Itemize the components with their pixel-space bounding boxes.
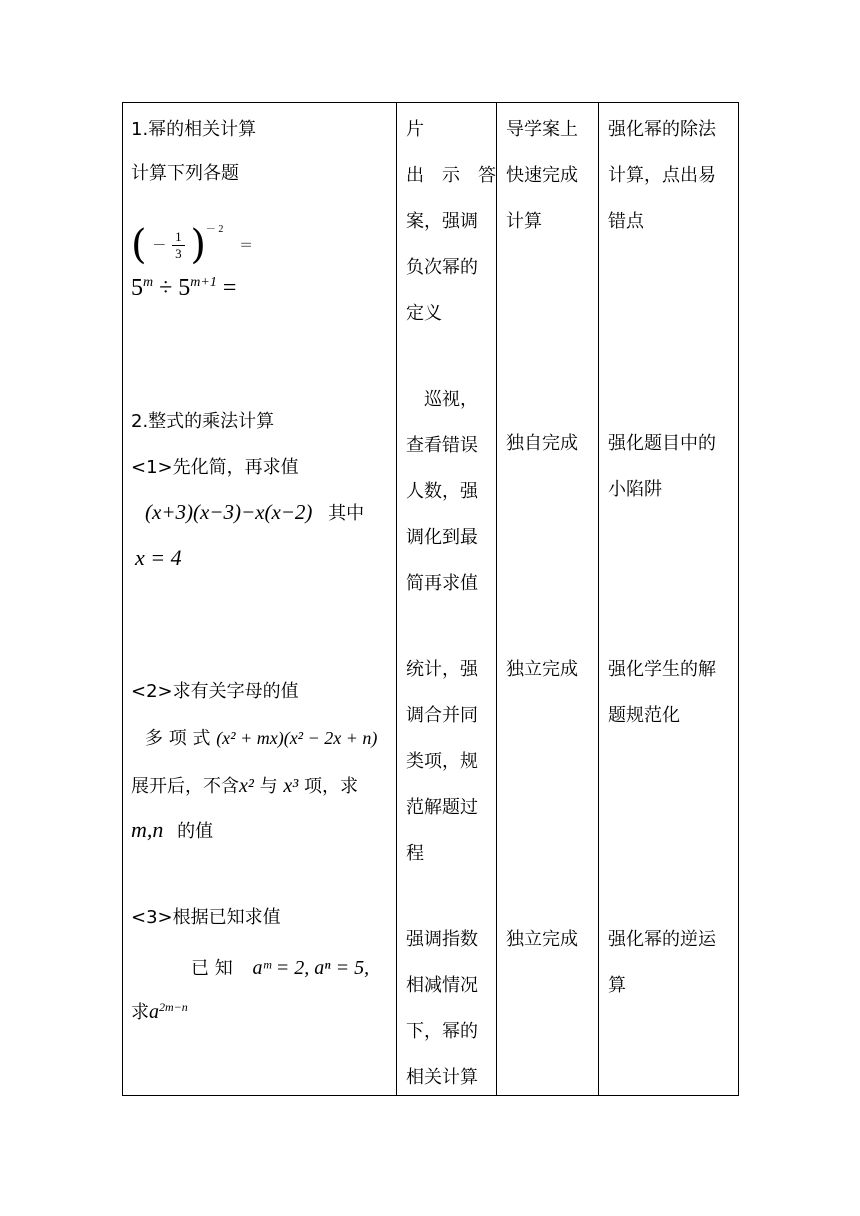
design-intent-column	[599, 103, 739, 1096]
base: 5	[178, 275, 191, 301]
equals-sign: =	[222, 275, 237, 301]
fraction-numerator: 1	[172, 229, 185, 246]
section-1-title: 1.幂的相关计算	[131, 119, 257, 140]
subquestion-3-heading: <3>根据已知求值	[131, 907, 281, 928]
text-line: 人数，强	[406, 481, 478, 502]
equals-sign: ＝	[239, 239, 254, 254]
subquestion-1-heading: <1>先化简，再求值	[131, 457, 299, 478]
design-intent-3	[608, 647, 716, 739]
known-lead: 已 知	[191, 958, 233, 979]
x-squared: x²	[239, 775, 254, 797]
divide-sign: ÷	[159, 275, 173, 301]
text-line: 计算	[506, 211, 542, 232]
polynomial-lead: 多 项 式	[145, 728, 211, 749]
text-line: 定义	[406, 303, 442, 324]
simplify-expression-line	[145, 489, 364, 537]
teacher-activity-4	[406, 917, 478, 1101]
text-line: 类项，规	[406, 751, 478, 772]
subquestion-2-heading: <2>求有关字母的值	[131, 681, 299, 702]
text-line: 强化幂的除法	[608, 119, 716, 140]
seek-line	[131, 989, 188, 1036]
text-line: 范解题过	[406, 797, 478, 818]
text-line: 下，幂的	[406, 1021, 478, 1042]
seek-text: 求	[131, 1002, 149, 1023]
text-line: 计算，点出易	[608, 165, 716, 186]
exponent: m	[143, 275, 154, 290]
minus-sign: －	[152, 239, 167, 254]
student-activity-1	[506, 107, 578, 245]
design-intent-4	[608, 917, 716, 1009]
text-line: 强调指数	[406, 929, 478, 950]
base: 5	[131, 275, 143, 301]
m-n-variables: m,n	[131, 817, 164, 842]
text-line: 案，强调	[406, 211, 478, 232]
text-line: 调合并同	[406, 705, 478, 726]
x-cubed: x³	[283, 775, 299, 797]
content-column	[123, 103, 397, 1096]
section-2-title: 2.整式的乘法计算	[131, 411, 275, 432]
design-intent-2	[608, 421, 716, 513]
text-line: 简再求值	[406, 573, 478, 594]
text-line: 查看错误	[406, 435, 478, 456]
known-condition-line	[191, 945, 369, 992]
expression-power-division	[131, 265, 236, 311]
left-paren: (	[131, 222, 147, 268]
text-line: 强化题目中的	[608, 433, 716, 454]
polynomial-ask-line	[131, 807, 213, 855]
text-line: 相关计算	[406, 1067, 478, 1088]
design-intent-1	[608, 107, 716, 245]
teacher-activity-1	[406, 107, 496, 337]
text-line: 算	[608, 975, 626, 996]
polynomial-line	[145, 715, 377, 762]
seek-exponent: 2m−n	[159, 1000, 188, 1014]
text-line: 片	[406, 119, 424, 140]
student-activity-4	[506, 917, 578, 963]
exponent: － 2	[205, 224, 224, 235]
text-line: 独立完成	[506, 929, 578, 950]
student-activity-column	[497, 103, 599, 1096]
and-text: 与	[259, 776, 278, 797]
text-line: 独立完成	[506, 659, 578, 680]
known-expression: aᵐ = 2, aⁿ = 5,	[252, 957, 370, 979]
exponent: m+1	[190, 275, 217, 290]
teacher-activity-column	[397, 103, 497, 1096]
polynomial-expression: (x² + mx)(x² − 2x + n)	[216, 728, 378, 748]
polynomial-condition-line	[131, 763, 358, 810]
student-activity-3	[506, 647, 578, 693]
simplify-expression: (x+3)(x−3)−x(x−2)	[145, 500, 313, 524]
lesson-table	[122, 102, 739, 1096]
text-line: 相减情况	[406, 975, 478, 996]
text-line: 调化到最	[406, 527, 478, 548]
expression-negative-power	[131, 207, 253, 270]
condition-text-end: 项，求	[303, 776, 358, 797]
where-label: 其中	[328, 503, 365, 524]
right-paren: )	[190, 222, 206, 268]
teacher-activity-2	[406, 377, 478, 607]
text-line: 独自完成	[506, 433, 578, 454]
text-line: 错点	[608, 211, 644, 232]
text-line: 出 示 答	[406, 165, 496, 186]
ask-text: 的值	[177, 821, 214, 842]
text-line: 导学案上	[506, 119, 578, 140]
student-activity-2	[506, 421, 578, 467]
fraction	[172, 229, 185, 262]
text-line: 程	[406, 843, 424, 864]
text-line: 题规范化	[608, 705, 680, 726]
section-1-subtitle: 计算下列各题	[131, 163, 239, 184]
condition-text: 展开后，不含	[131, 776, 239, 797]
x-value: x = 4	[135, 545, 182, 570]
text-line: 巡视，	[406, 389, 478, 410]
text-line: 强化幂的逆运	[608, 929, 716, 950]
text-line: 强化学生的解	[608, 659, 716, 680]
text-line: 小陷阱	[608, 479, 662, 500]
seek-base: a	[149, 1001, 159, 1023]
text-line: 负次幂的	[406, 257, 478, 278]
text-line: 统计，强	[406, 659, 478, 680]
teacher-activity-3	[406, 647, 478, 877]
text-line: 快速完成	[506, 165, 578, 186]
fraction-denominator: 3	[175, 245, 182, 261]
table-row	[123, 103, 739, 1096]
